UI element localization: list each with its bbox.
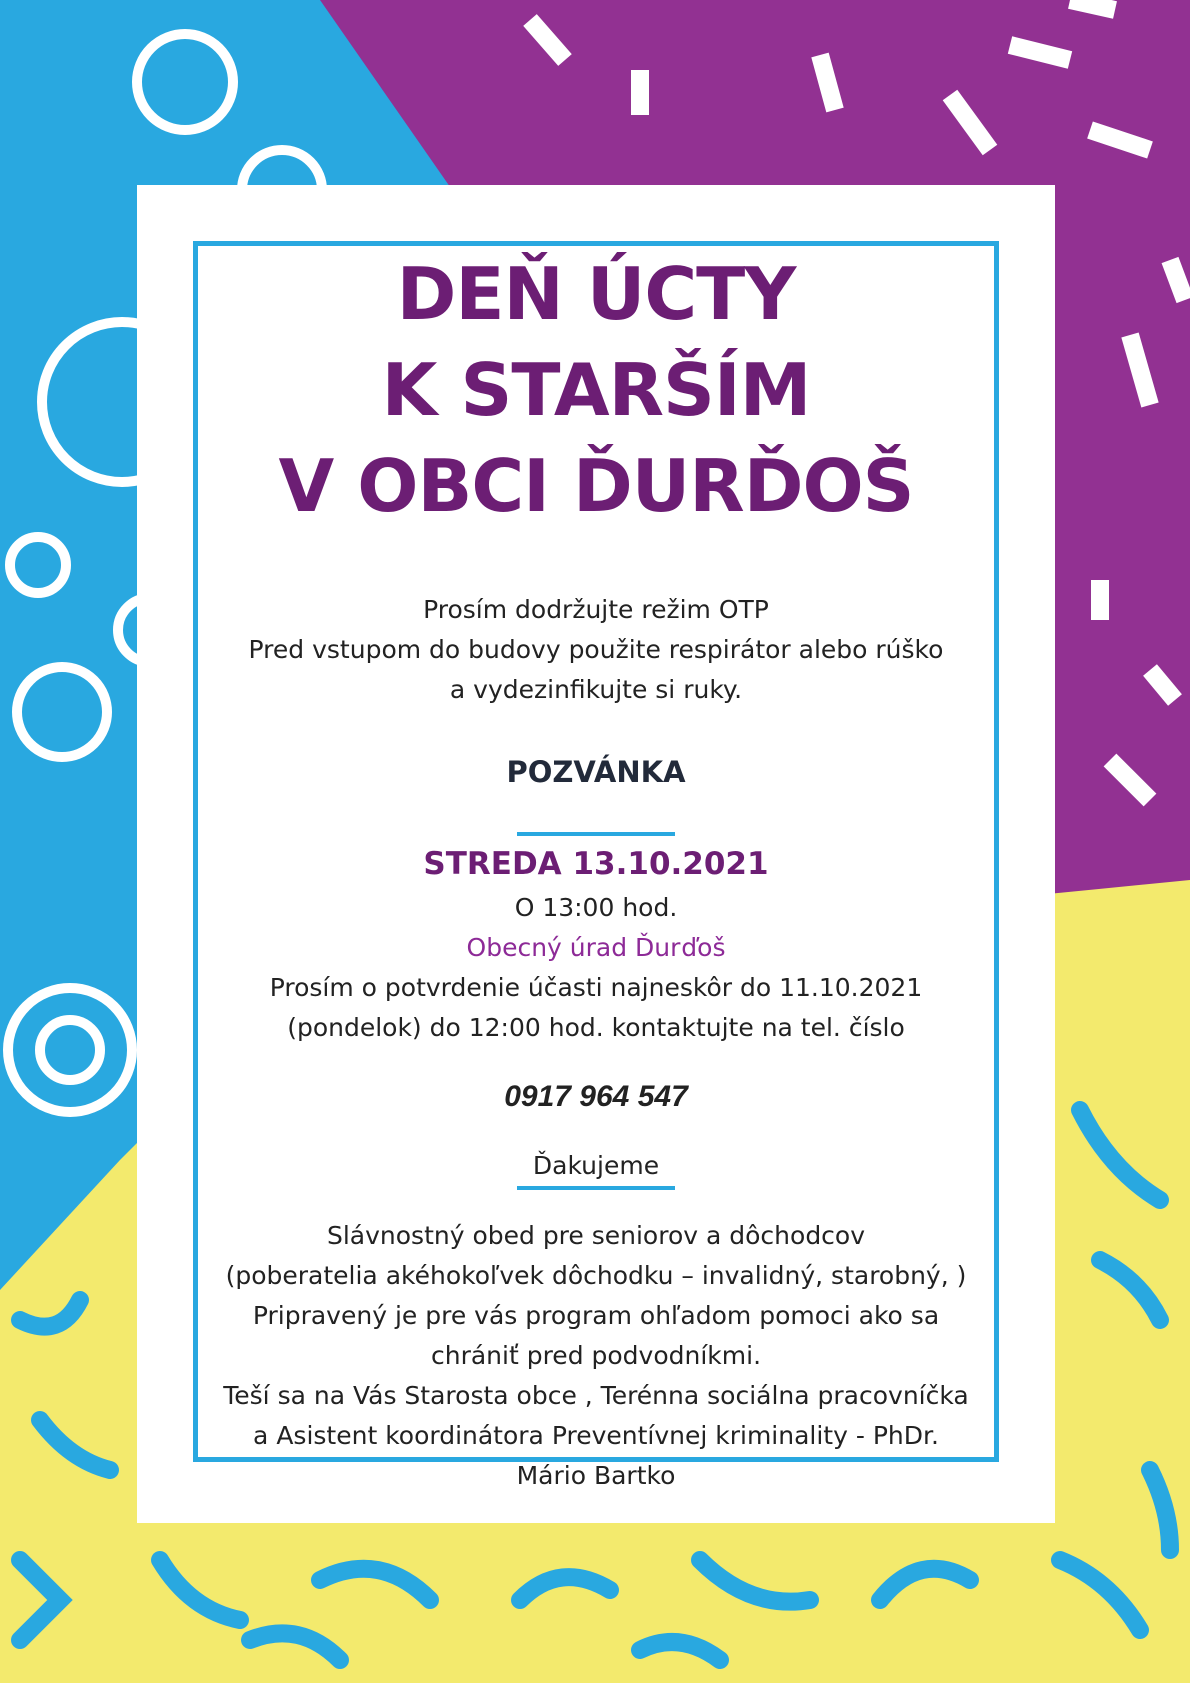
event-details — [198, 1216, 994, 1496]
notice-line-3: a vydezinfikujte si ruky. — [449, 675, 743, 704]
title-line-2: K STARŠÍM — [381, 348, 811, 432]
divider-bottom — [517, 1186, 675, 1190]
details-line-1: Slávnostný obed pre seniorov a dôchodcov — [326, 1221, 866, 1250]
details-line-7: Mário Bartko — [516, 1461, 676, 1490]
event-time: O 13:00 hod. — [514, 893, 678, 922]
safety-notice — [198, 590, 994, 710]
invite-heading: POZVÁNKA — [506, 755, 686, 789]
title-line-1: DEŇ ÚCTY — [396, 252, 796, 336]
details-line-4: chrániť pred podvodníkmi. — [430, 1341, 762, 1370]
title-line-3: V OBCI ĎURĎOŠ — [278, 444, 914, 528]
details-line-6: a Asistent koordinátora Preventívnej kriminality - PhDr. — [253, 1421, 939, 1450]
details-line-2: (poberatelia akéhokoľvek dôchodku – invalidný, starobný, ) — [225, 1261, 967, 1290]
confirm-line-2: (pondelok) do 12:00 hod. kontaktujte na tel. číslo — [287, 1013, 905, 1042]
event-date: STREDA 13.10.2021 — [423, 846, 769, 882]
details-line-5: Teší sa na Vás Starosta obce , Terénna sociálna pracovníčka — [223, 1381, 969, 1410]
notice-line-2: Pred vstupom do budovy použite respirátor alebo rúško — [248, 635, 944, 664]
details-line-3: Pripravený je pre vás program ohľadom pomoci ako sa — [252, 1301, 940, 1330]
event-place: Obecný úrad Ďurďoš — [466, 933, 726, 962]
thanks-text: Ďakujeme — [532, 1151, 660, 1180]
invitation-content — [198, 246, 994, 1490]
phone-number: 0917 964 547 — [504, 1080, 688, 1113]
notice-line-1: Prosím dodržujte režim OTP — [423, 595, 769, 624]
confirm-line-1: Prosím o potvrdenie účasti najneskôr do 11.10.2021 — [269, 973, 923, 1002]
divider-top — [517, 832, 675, 836]
event-title — [198, 246, 994, 534]
